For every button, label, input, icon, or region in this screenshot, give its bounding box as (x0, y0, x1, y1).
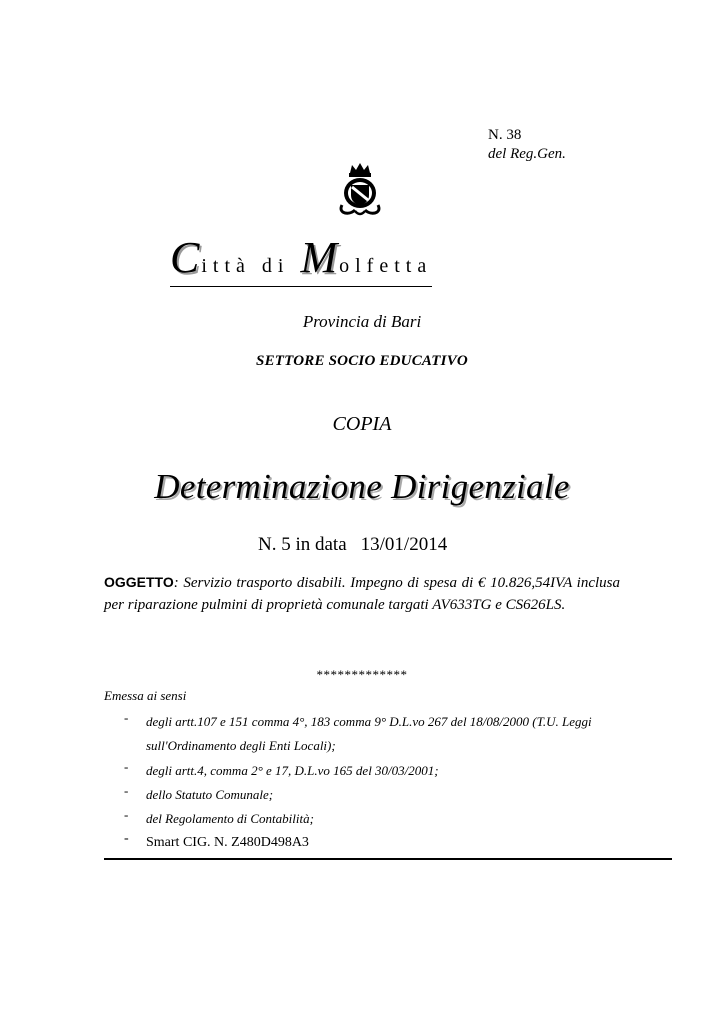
register-number-block (488, 126, 566, 164)
list-dash: - (124, 807, 129, 822)
subject-label: OGGETTO (104, 574, 174, 590)
subject-text: : Servizio trasporto disabili. Impegno di spesa di € 10.826,54IVA inclusa per riparazione pulmini di proprietà comunale targati AV633TG e CS626LS. (104, 575, 620, 613)
city-initial-c: C (170, 233, 202, 282)
sector-title: SETTORE SOCIO EDUCATIVO (256, 353, 468, 369)
city-name (170, 233, 433, 287)
copy-label: COPIA (332, 413, 392, 435)
list-dash: - (124, 759, 129, 774)
subject-paragraph (104, 571, 620, 616)
legal-reference-text: del Regolamento di Contabilità; (146, 811, 314, 826)
list-dash: - (124, 710, 129, 725)
list-dash: - (124, 831, 129, 846)
coat-of-arms-icon (333, 163, 387, 219)
legal-reference-text: degli artt.4, comma 2° e 17, D.L.vo 165 del 30/03/2001; (146, 763, 439, 778)
city-initial-m: M (300, 233, 340, 282)
determination-number (258, 534, 447, 556)
legal-reference-text: dello Statuto Comunale; (146, 787, 274, 802)
determination-date: 13/01/2014 (360, 534, 448, 555)
city-name-part-1: ittà di (201, 255, 290, 277)
register-label: del Reg.Gen. (488, 146, 566, 162)
list-dash: - (124, 783, 129, 798)
province: Provincia di Bari (302, 312, 422, 331)
document-type-heading: Determinazione Dirigenziale (154, 467, 570, 506)
determination-number-text: N. 5 in data (258, 534, 347, 555)
register-number: N. 38 (488, 127, 522, 143)
separator-stars: ************* (316, 667, 408, 682)
issued-label: Emessa ai sensi (104, 688, 187, 703)
cig-code: Smart CIG. N. Z480D498A3 (146, 835, 309, 850)
city-name-part-2: olfetta (339, 255, 433, 277)
legal-reference-text: degli artt.107 e 151 comma 4°, 183 comma 9° D.L.vo 267 del 18/08/2000 (T.U. Leggi sull'Ordinamento degli Enti Locali); (146, 714, 592, 753)
horizontal-rule (104, 858, 672, 860)
